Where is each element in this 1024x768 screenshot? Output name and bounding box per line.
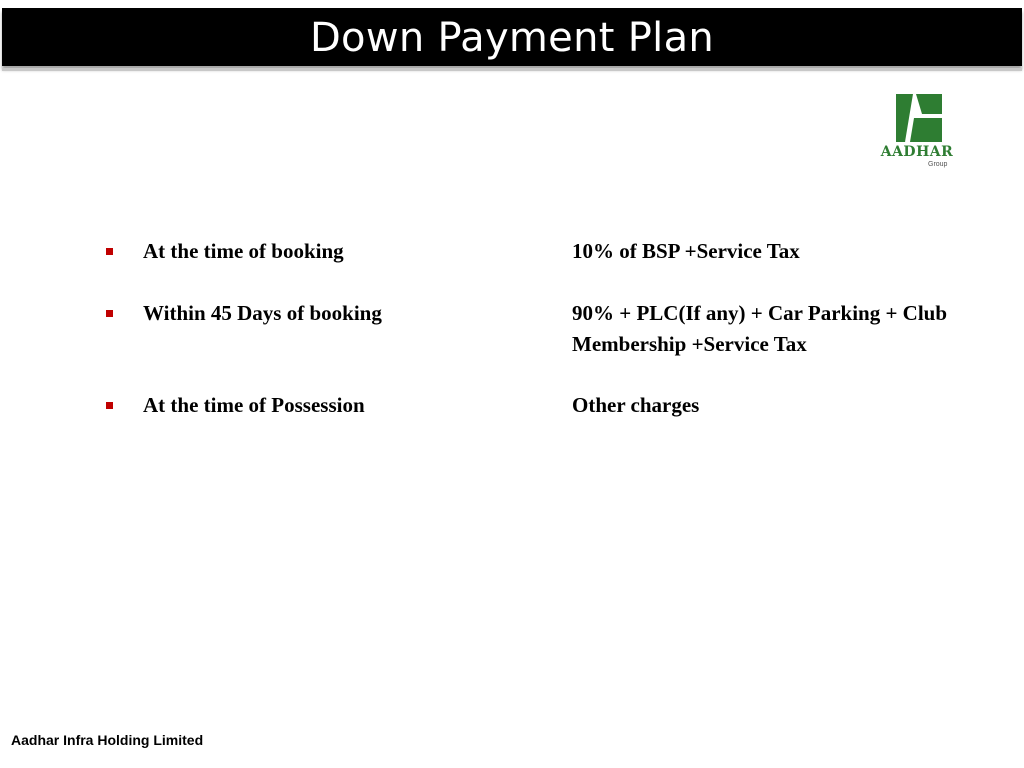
payment-stage: At the time of Possession xyxy=(143,393,365,417)
logo-subtitle: Group xyxy=(928,161,948,168)
payment-amount: Other charges xyxy=(572,393,700,417)
payment-amount: 90% + PLC(If any) + Car Parking + Club Membership +Service Tax xyxy=(572,301,948,356)
footer-company-name: Aadhar Infra Holding Limited xyxy=(11,732,204,748)
payment-stage: At the time of booking xyxy=(143,239,344,263)
bullet-icon xyxy=(106,310,113,317)
slide-title: Down Payment Plan xyxy=(309,15,715,61)
payment-stage: Within 45 Days of booking xyxy=(143,301,382,325)
bullet-icon xyxy=(106,248,113,255)
payment-amount: 10% of BSP +Service Tax xyxy=(572,239,800,263)
logo-wordmark: AADHAR xyxy=(880,144,954,160)
bullet-icon xyxy=(106,402,113,409)
